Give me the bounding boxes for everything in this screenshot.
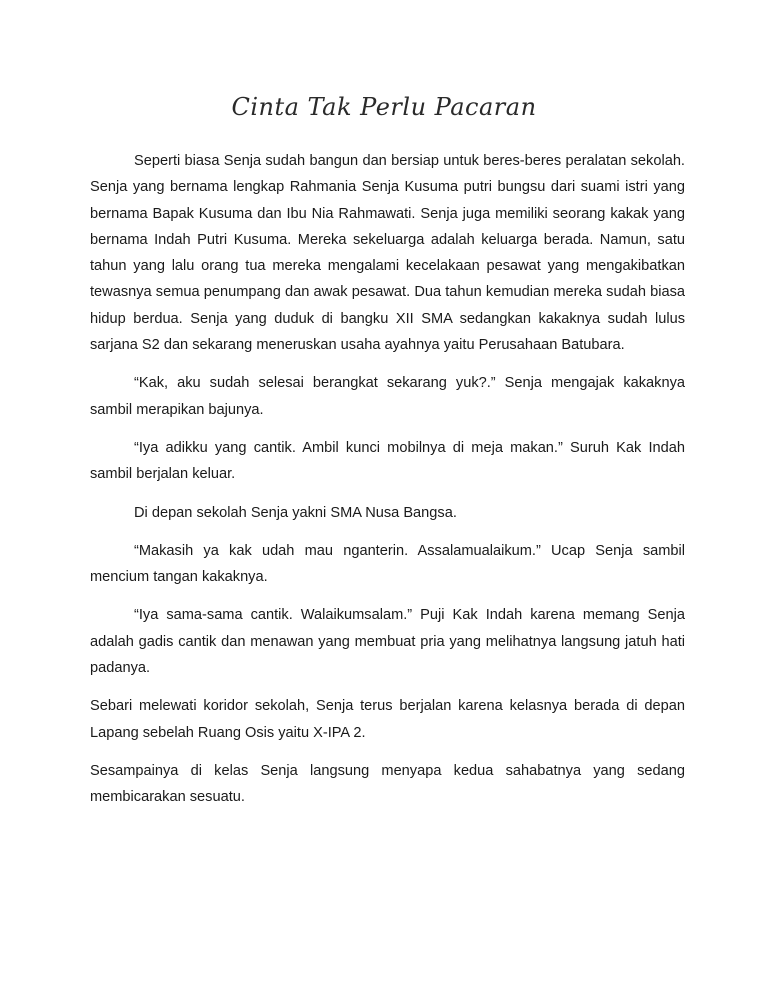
paragraph-4: Di depan sekolah Senja yakni SMA Nusa Bangsa. [134,504,457,521]
paragraph-2: “Kak, aku sudah selesai berangkat sekarang yuk?.” Senja mengajak kakaknya sambil merapikan bajunya. [90,375,685,418]
paragraph-8: Sesampainya di kelas Senja langsung menyapa kedua sahabatnya yang sedang membicarakan sesuatu. [90,762,685,806]
paragraph-6: “Iya sama-sama cantik. Walaikumsalam.” Puji Kak Indah karena memang Senja adalah gadis cantik dan menawan yang membuat pria yang melihatnya langsung jatuh hati padanya. [90,607,685,677]
document-body [90,148,685,811]
document-title: Cinta Tak Perlu Pacaran [231,93,537,121]
paragraph-7: Sebari melewati koridor sekolah, Senja terus berjalan karena kelasnya berada di depan Lapang sebelah Ruang Osis yaitu X-IPA 2. [90,698,685,741]
paragraph-5: “Makasih ya kak udah mau nganterin. Assalamualaikum.” Ucap Senja sambil mencium tangan kakaknya. [90,542,685,586]
paragraph-3: “Iya adikku yang cantik. Ambil kunci mobilnya di meja makan.” Suruh Kak Indah sambil berjalan keluar. [90,439,685,483]
paragraph-1: Seperti biasa Senja sudah bangun dan bersiap untuk beres-beres peralatan sekolah. Senja yang bernama lengkap Rahmania Senja Kusuma putri bungsu dari suami istri yang bernama Bapak Kusuma dan Ibu Nia Rahmawati. Senja juga memiliki seorang kakak yang bernama Indah Putri Kusuma. Mereka sekeluarga adalah keluarga berada. Namun, satu tahun yang lalu orang tua mereka mengalami kecelakaan pesawat yang mengakibatkan tewasnya semua penumpang dan awak pesawat. Dua tahun kemudian mereka sudah biasa hidup berdua. Senja yang duduk di bangku XII SMA sedangkan kakaknya sudah lulus sarjana S2 dan sekarang meneruskan usaha ayahnya yaitu Perusahaan Batubara. [90,153,685,354]
